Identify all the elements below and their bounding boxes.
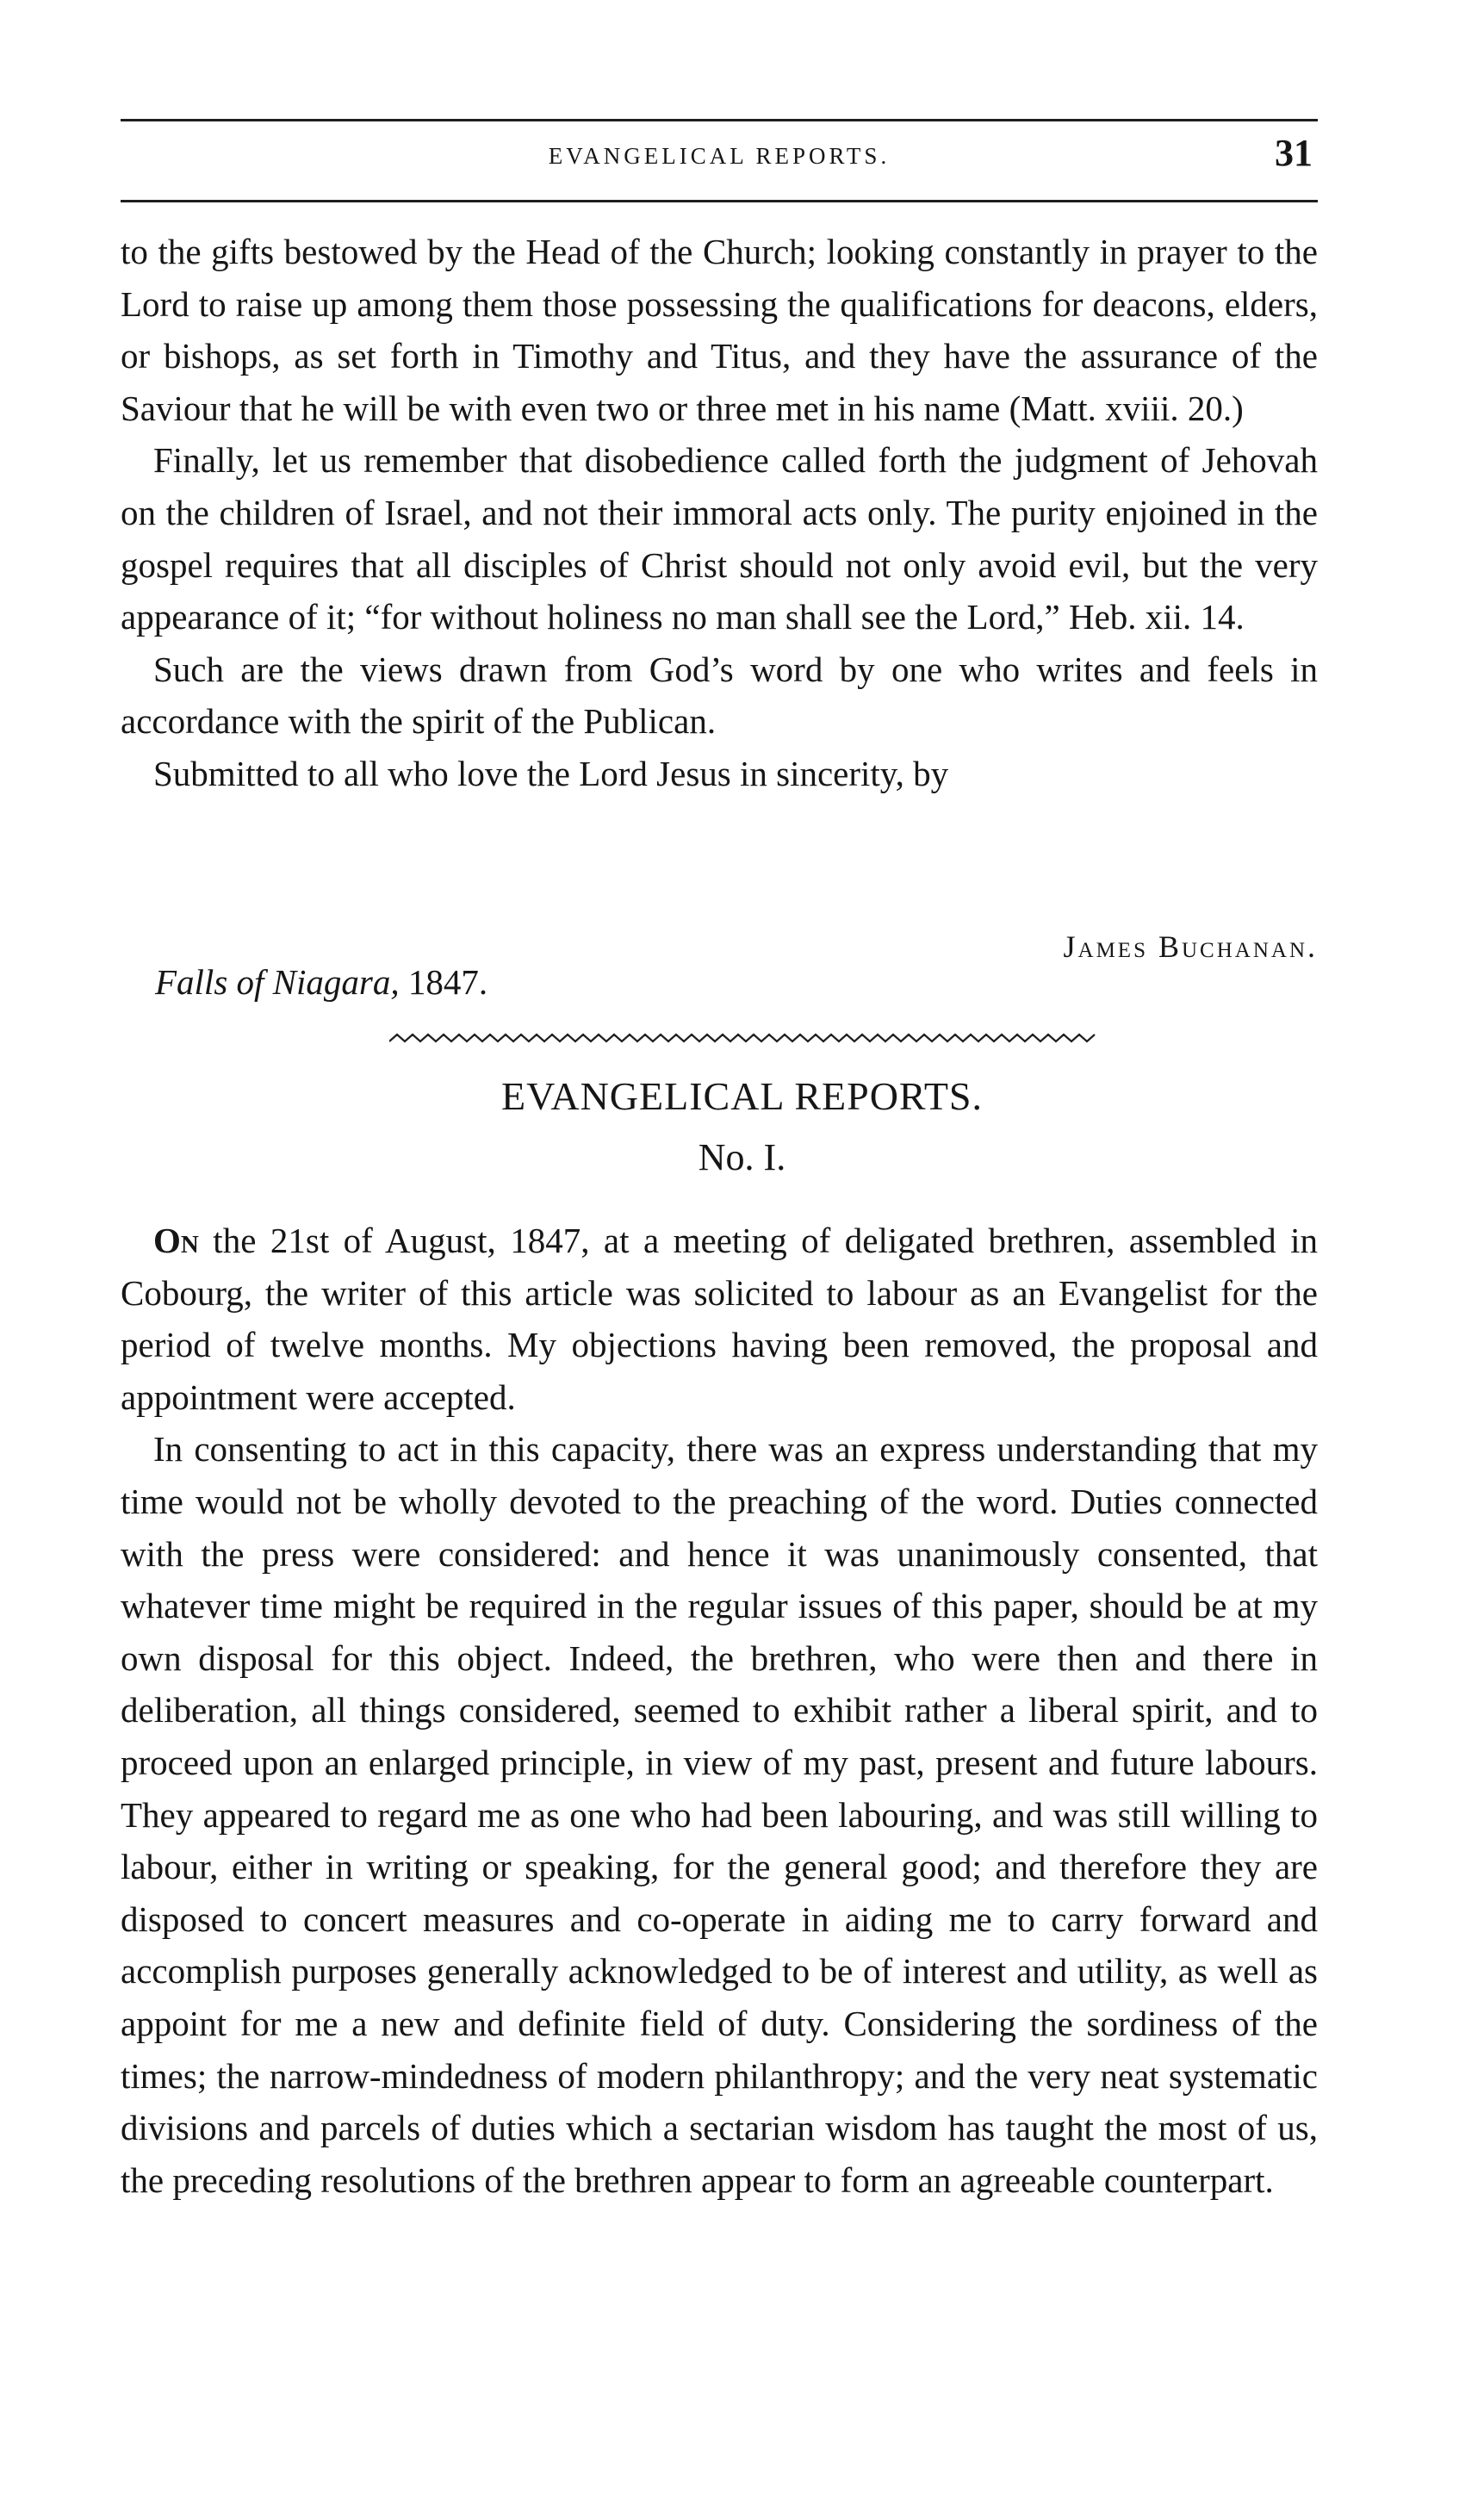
paragraph-submitted: Submitted to all who love the Lord Jesus in sincerity, by xyxy=(153,753,949,793)
section-number: No. I. xyxy=(698,1136,786,1178)
section-title: EVANGELICAL REPORTS. xyxy=(500,1074,984,1118)
header-top-rule xyxy=(121,119,1318,121)
wavy-divider xyxy=(0,1032,1484,1048)
running-header xyxy=(121,131,1318,183)
paragraph-such-are-the-views: Such are the views drawn from God’s word by one who writes and feels in accordance with the spirit of the Publican. xyxy=(121,649,1318,742)
wavy-rule-ornament xyxy=(389,1032,1096,1044)
opening-paragraph-text: the 21st of August, 1847, at a meeting of deligated brethren, assembled in Cobourg, the writer of this article was solicited to labour as an Evangelist for the period of twelve months. My objections having been removed, the proposal and appointment were accepted. xyxy=(121,1221,1318,1417)
paragraph-finally: Finally, let us remember that disobedience called forth the judgment of Jehovah on the children of Israel, and not their immoral acts only. The purity enjoined in the gospel requires that all disciples of Christ should not only avoid evil, but the very appearance of it; “for without holiness no man shall see the Lord,” Heb. xii. 14. xyxy=(121,440,1318,637)
evangelical-report-body xyxy=(121,1215,1318,2206)
dateline-place: Falls of Niagara, xyxy=(155,962,400,1002)
page-number: 31 xyxy=(1275,132,1313,174)
paragraph-consenting: In consenting to act in this capacity, there was an express understanding that my time would not be wholly devoted to the preaching of the word. Duties connected with the press were considered: and hence it was unanimously consented, that whatever time might be required in the regular issues of this paper, should be at my own disposal for this object. Indeed, the brethren, who were then and there in deliberation, all things considered, seemed to exhibit rather a liberal spirit, and to proceed upon an enlarged principle, in view of my past, present and future labours. They appeared to regard me as one who had been labouring, and was still willing to labour, either in writing or speaking, for the general good; and therefore they are disposed to concert measures and co-operate in aiding me to carry forward and accomplish purposes generally acknowledged to be of interest and utility, as well as appoint for me a new and definite field of duty. Considering the sordiness of the times; the narrow-mindedness of modern philanthropy; and the very neat systematic divisions and parcels of duties which a sectarian wisdom has taught the most of us, the preceding resolutions of the brethren appear to form an agreeable counterpart. xyxy=(121,1429,1318,2200)
previous-article-ending xyxy=(121,226,1318,800)
author-signature: James Buchanan. xyxy=(1063,929,1318,964)
opening-word: On xyxy=(153,1221,199,1260)
dateline-year: 1847. xyxy=(407,962,488,1002)
dateline xyxy=(155,961,487,1003)
paragraph-continuation: to the gifts bestowed by the Head of the Church; looking constantly in prayer to the Lord to raise up among them those possessing the qualifications for deacons, elders, or bishops, as set forth in Timothy and Titus, and they have the assurance of the Saviour that he will be with even two or three met in his name (Matt. xviii. 20.) xyxy=(121,232,1318,428)
paragraph-opening xyxy=(121,1215,1318,1423)
header-bottom-rule xyxy=(121,200,1318,202)
running-title: EVANGELICAL REPORTS. xyxy=(548,143,891,169)
